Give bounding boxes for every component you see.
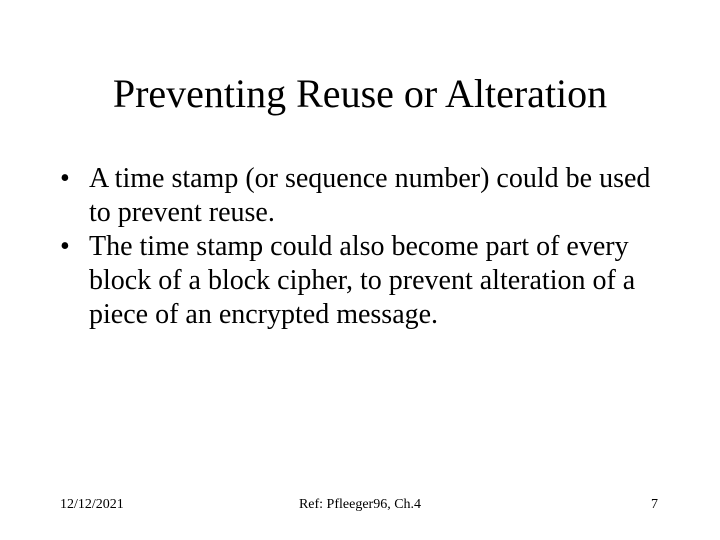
footer-reference: Ref: Pfleeger96, Ch.4 [298,497,422,512]
bullet-list [60,162,660,332]
bullet-item [60,230,660,332]
bullet-item [60,162,660,230]
bullet-text: A time stamp (or sequence number) could be used to prevent reuse. [89,163,651,228]
slide-title: Preventing Reuse or Alteration [112,71,608,116]
bullet-text: The time stamp could also become part of every block of a block cipher, to prevent alteration of a piece of an encrypted message. [89,231,636,330]
footer-date: 12/12/2021 [60,497,124,512]
bullet-symbol: • [60,163,70,194]
page-number: 7 [651,497,658,512]
bullet-symbol: • [60,231,70,262]
